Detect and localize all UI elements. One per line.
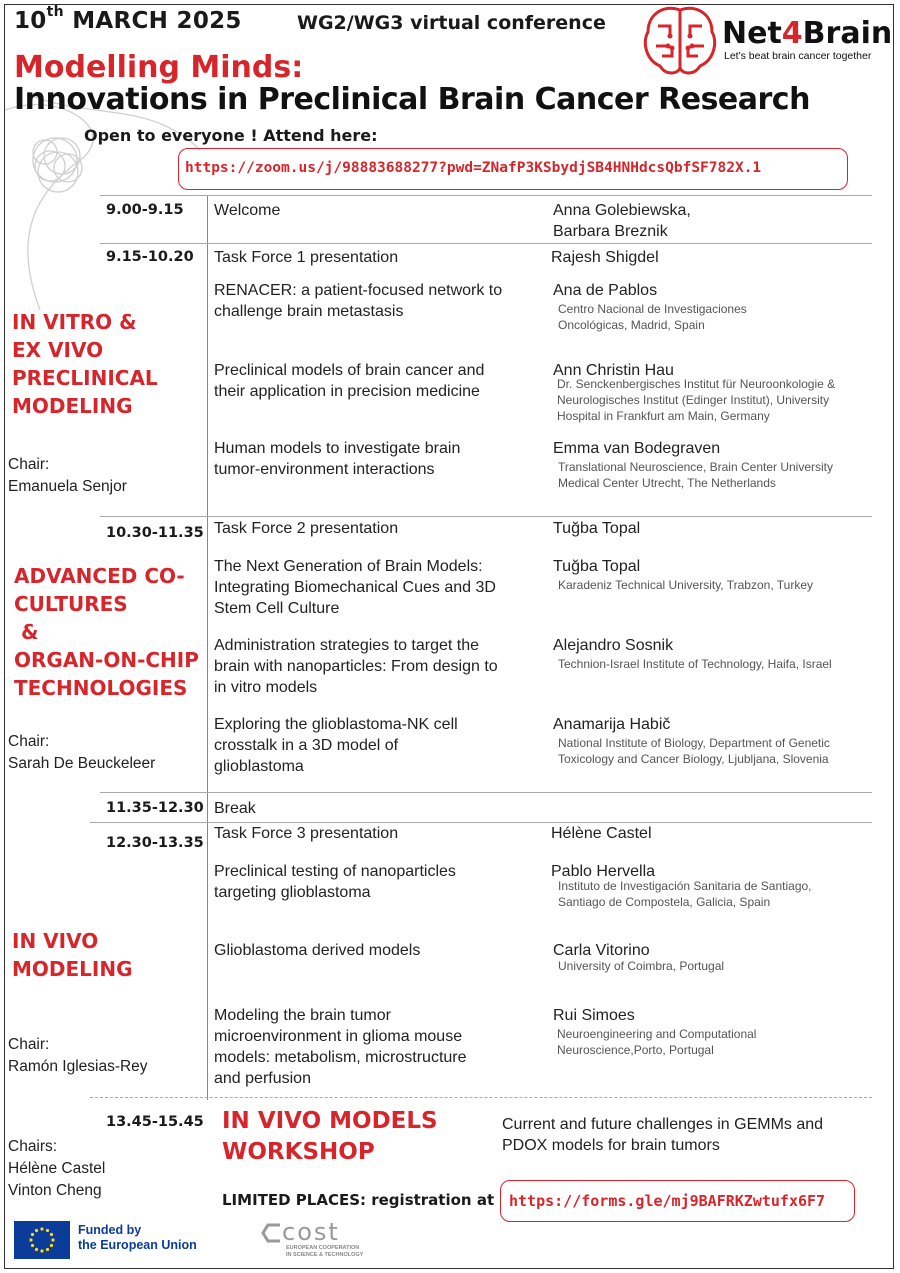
row-divider [90,1097,872,1099]
talk-speaker: Emma van Bodegraven Translational Neuroscience, Brain Center University Medical Center Utrecht, The Netherlands [553,440,834,490]
workshop-title: IN VIVO MODELS WORKSHOP [222,1108,438,1165]
title-line-2: Innovations in Preclinical Brain Cancer Research [14,82,810,117]
open-text: Open to everyone ! Attend here: [84,126,378,145]
talk-speaker: Ana de Pablos Centro Nacional de Investigaciones Oncológicas, Madrid, Spain [553,282,747,332]
section-title-in-vivo: IN VIVO MODELING [12,929,133,981]
time-welcome: 9.00-9.15 [106,202,184,218]
brand-tagline: Let's beat brain cancer together [724,50,872,62]
event-date: 10th MARCH 2025 [14,4,242,34]
talk-title: Modeling the brain tumor microenvironment in glioma mouse models: metabolism, microstructure and perfusion [214,1007,467,1087]
talk-title: Administration strategies to target the brain with nanoparticles: From design to in vitro models [214,637,498,696]
talk-speaker: Rui Simoes Neuroengineering and Computational Neuroscience,Porto, Portugal [553,1007,757,1057]
speaker-tf3: Hélène Castel [551,825,652,842]
talk-title: Preclinical testing of nanoparticles targeting glioblastoma [214,863,456,901]
eu-flag-icon [14,1221,70,1259]
eu-funding-text: Funded by the European Union [78,1223,197,1252]
talk-tf3: Task Force 3 presentation [214,825,399,842]
talk-speaker: Pablo Hervella Instituto de Investigación Sanitaria de Santiago, Santiago de Compostela, Galicia, Spain [551,863,812,909]
row-divider [100,516,872,517]
talk-title: Exploring the glioblastoma-NK cell crosstalk in a 3D model of glioblastoma [214,716,458,775]
chair-workshop: Chairs: Hélène Castel Vinton Cheng [8,1138,106,1199]
chair-section-3: Chair: Ramón Iglesias-Rey [8,1036,148,1075]
talk-title: Human models to investigate brain tumor-environment interactions [214,440,461,478]
speaker-welcome: Anna Golebiewska, Barbara Breznik [553,202,691,240]
time-workshop: 13.45-15.45 [106,1114,204,1130]
talk-speaker: Tuğba Topal Karadeniz Technical University, Trabzon, Turkey [553,558,814,592]
talk-welcome: Welcome [214,202,281,219]
brain-icon [640,2,720,80]
section-title-in-vitro: IN VITRO & EX VIVO PRECLINICAL MODELING [12,310,158,418]
section-title-advanced-co-cultures: ADVANCED CO- CULTURES & ORGAN-ON-CHIP TECHNOLOGIES [14,564,199,700]
title-line-1: Modelling Minds: [14,50,304,85]
time-tf2: 10.30-11.35 [106,525,204,541]
time-tf3: 12.30-13.35 [106,835,204,851]
talk-speaker: Anamarija Habič National Institute of Biology, Department of Genetic Toxicology and Cancer Biology, Ljubljana, Slovenia [553,716,830,766]
talk-title: The Next Generation of Brain Models: Integrating Biomechanical Cues and 3D Stem Cell Culture [214,558,496,617]
row-divider [100,195,872,196]
talk-speaker: Carla Vitorino University of Coimbra, Portugal [553,942,725,973]
chair-section-2: Chair: Sarah De Beuckeleer [8,733,156,772]
talk-title: Glioblastoma derived models [214,942,421,959]
talk-title: RENACER: a patient-focused network to challenge brain metastasis [214,282,503,320]
talk-break: Break [214,800,256,817]
speaker-tf1: Rajesh Shigdel [551,249,659,266]
talk-speaker: Ann Christin Hau Dr. Senckenbergisches Institut für Neuroonkologie & Neurologisches Institut (Edinger Institut), University Hospital in Frankfurt am Main, Germany [553,362,836,423]
row-divider [90,822,872,823]
cost-logo-text: cost [282,1218,340,1246]
registration-link[interactable]: https://forms.gle/mj9BAFRKZwtufx6F7 [500,1180,855,1222]
row-divider [100,792,872,793]
brand-name: Net4Brain [722,16,893,51]
talk-tf1: Task Force 1 presentation [214,249,399,266]
cost-logo-icon [260,1221,282,1245]
talk-title: Preclinical models of brain cancer and their application in precision medicine [214,362,485,400]
conference-type: WG2/WG3 virtual conference [297,12,606,34]
speaker-tf2: Tuğba Topal [553,520,641,537]
zoom-link[interactable]: https://zoom.us/j/98883688277?pwd=ZNafP3KSbydjSB4HNHdcsQbfSF782X.1 [178,148,848,190]
time-break: 11.35-12.30 [106,800,204,816]
column-divider [207,195,208,1100]
talk-tf2: Task Force 2 presentation [214,520,399,537]
time-tf1: 9.15-10.20 [106,249,194,265]
row-divider [100,243,872,244]
workshop-description: Current and future challenges in GEMMs and PDOX models for brain tumors [502,1116,824,1154]
chair-section-1: Chair: Emanuela Senjor [8,456,127,495]
talk-speaker: Alejandro Sosnik Technion-Israel Institute of Technology, Haifa, Israel [553,637,832,671]
limited-places: LIMITED PLACES: registration at [222,1191,495,1209]
cost-subtitle: EUROPEAN COOPERATION IN SCIENCE & TECHNOLOGY [286,1245,364,1258]
